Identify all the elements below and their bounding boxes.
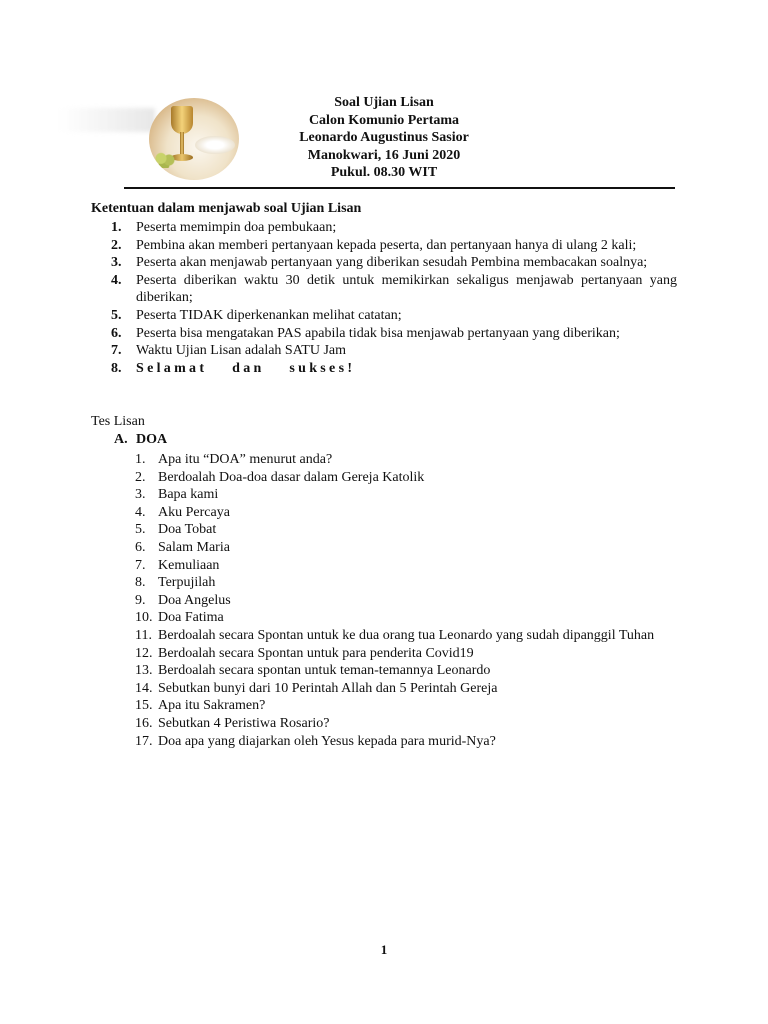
rule-item: 4. Peserta diberikan waktu 30 detik untuk memikirkan sekaligus menjawab pertanyaan yang diberikan; <box>111 272 677 306</box>
question-item: 6. Salam Maria <box>135 539 230 555</box>
header-divider <box>124 187 675 189</box>
rule-item: 5. Peserta TIDAK diperkenankan melihat catatan; <box>111 307 402 323</box>
header-subtitle: Calon Komunio Pertama <box>308 112 460 128</box>
question-item: 17. Doa apa yang diajarkan oleh Yesus kepada para murid-Nya? <box>135 733 496 749</box>
chalice-logo-image <box>149 98 239 180</box>
question-item: 15. Apa itu Sakramen? <box>135 698 266 714</box>
question-item: 8. Terpujilah <box>135 575 216 591</box>
chalice-icon <box>171 106 193 134</box>
section-title: DOA <box>136 432 168 447</box>
header-candidate-name: Leonardo Augustinus Sasior <box>299 130 469 145</box>
question-item: 3. Bapa kami <box>135 487 219 503</box>
question-item: 9. Doa Angelus <box>135 592 231 608</box>
rule-item: 1. Peserta memimpin doa pembukaan; <box>111 220 337 235</box>
rules-heading: Ketentuan dalam menjawab soal Ujian Lisan <box>91 201 362 216</box>
rules-list <box>110 219 677 377</box>
question-item: 4. Aku Percaya <box>135 504 230 520</box>
question-item: 16. Sebutkan 4 Peristiwa Rosario? <box>135 715 330 731</box>
question-item: 11. Berdoalah secara Spontan untuk ke dua orang tua Leonardo yang sudah dipanggil Tuhan <box>135 627 655 643</box>
rule-item: 8. Selamat dan sukses! <box>111 360 356 376</box>
question-item: 14. Sebutkan bunyi dari 10 Perintah Allah dan 5 Perintah Gereja <box>135 680 498 696</box>
rule-item: 3. Peserta akan menjawab pertanyaan yang diberikan sesudah Pembina membacakan soalnya; <box>111 255 648 271</box>
question-item: 10. Doa Fatima <box>135 610 224 626</box>
question-item: 2. Berdoalah Doa-doa dasar dalam Gereja Katolik <box>135 469 425 485</box>
question-item: 5. Doa Tobat <box>135 522 217 538</box>
question-item: 13. Berdoalah secara spontan untuk teman-temannya Leonardo <box>135 663 491 679</box>
document-header <box>250 94 518 182</box>
question-list <box>135 451 677 750</box>
header-place-date: Manokwari, 16 Juni 2020 <box>307 147 461 163</box>
test-label: Tes Lisan <box>91 414 145 429</box>
question-item: 12. Berdoalah secara Spontan untuk para penderita Covid19 <box>135 645 474 661</box>
section-heading <box>114 432 167 448</box>
page-number: 1 <box>380 942 388 957</box>
host-paten-icon <box>195 136 235 154</box>
grapes-icon <box>155 152 175 168</box>
question-item: 1. Apa itu “DOA” menurut anda? <box>135 452 333 467</box>
section-letter: A. <box>114 432 128 447</box>
header-time: Pukul. 08.30 WIT <box>330 165 438 180</box>
header-title: Soal Ujian Lisan <box>334 95 434 110</box>
rule-item: 6. Peserta bisa mengatakan PAS apabila tidak bisa menjawab pertanyaan yang diberikan; <box>111 325 620 341</box>
question-item: 7. Kemuliaan <box>135 557 220 573</box>
rule-item: 7. Waktu Ujian Lisan adalah SATU Jam <box>111 343 346 359</box>
rule-item: 2. Pembina akan memberi pertanyaan kepada peserta, dan pertanyaan hanya di ulang 2 kali; <box>111 237 637 253</box>
decorative-shadow <box>60 108 155 132</box>
